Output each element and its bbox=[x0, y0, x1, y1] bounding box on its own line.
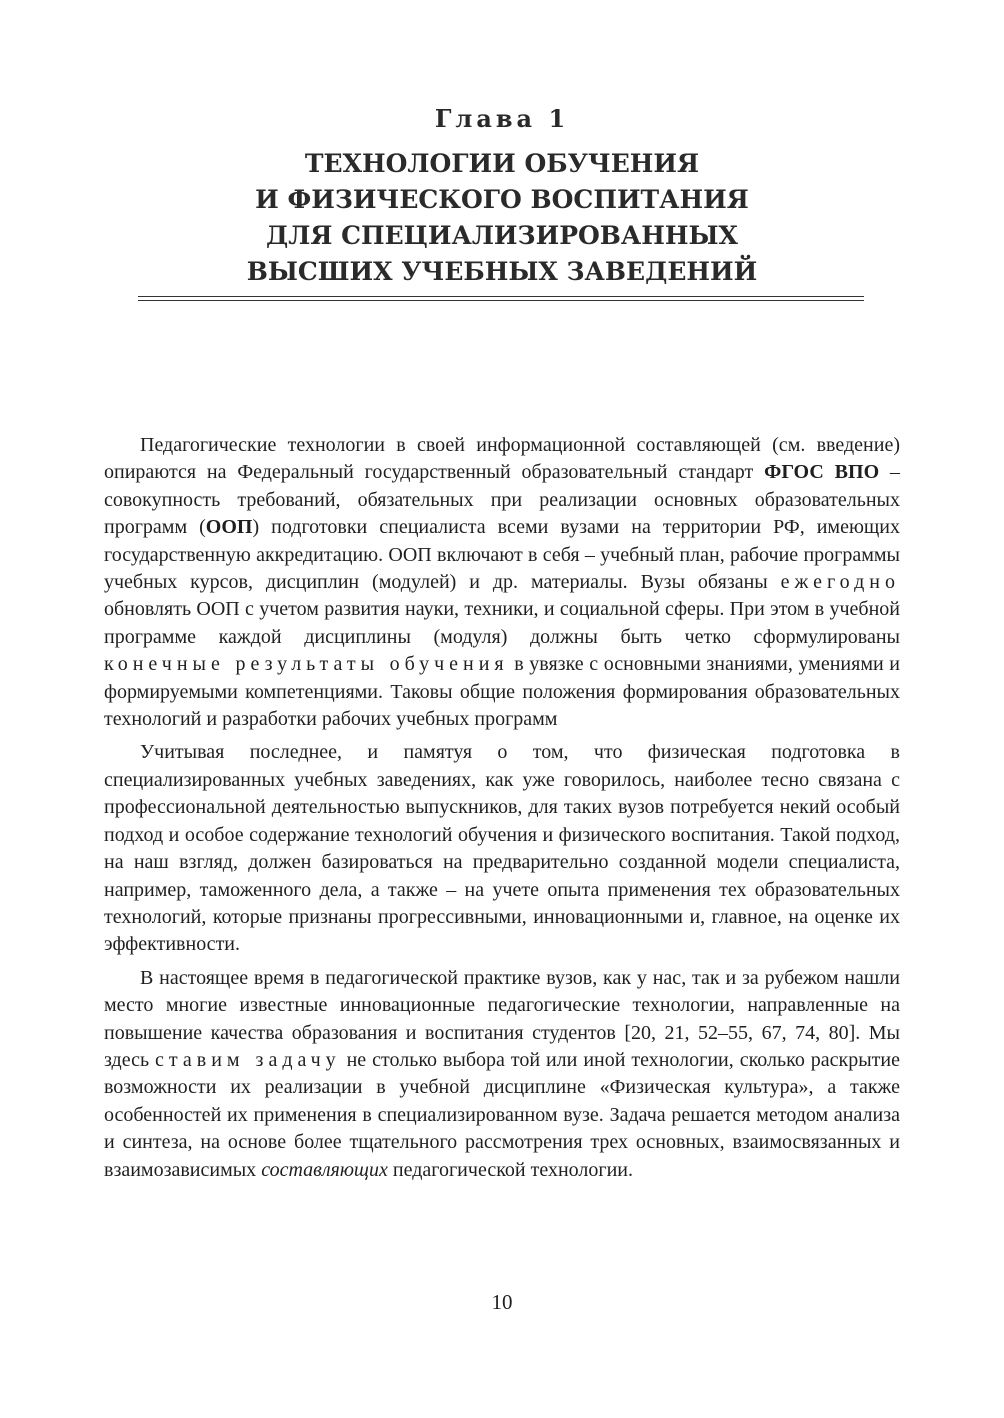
title-divider bbox=[138, 296, 864, 301]
italic-term: составляющих bbox=[261, 1158, 388, 1181]
spaced-emphasis: конечные результаты обучения bbox=[104, 653, 509, 676]
chapter-title-line: И ФИЗИЧЕСКОГО ВОСПИТАНИЯ bbox=[255, 185, 749, 214]
chapter-title-line: ДЛЯ СПЕЦИАЛИЗИРОВАННЫХ bbox=[266, 221, 738, 250]
text-run: не столько выбора той или иной технологии, сколько раскрытие возможности их реализации в учебной дисциплине «Физическая культура», а также особенностей их применения в специализированном вузе. Задача решается методом анализа и синтеза, на основе более тщательного рассмотрения трех основных, взаимосвязанных и взаимозависимых bbox=[104, 1048, 901, 1181]
chapter-title-line: ТЕХНОЛОГИИ ОБУЧЕНИЯ bbox=[304, 149, 700, 178]
text-run: В настоящее время в педагогической практике вузов, как у нас, так и за рубежом нашли место многие известные инновационные педагогические технологии, направленные на повышение качества образования и воспитания студентов [20, 21, 52–55, 67, 74, 80]. Мы здесь bbox=[104, 966, 900, 1071]
paragraph-3 bbox=[104, 965, 900, 1184]
text-run: обновлять ООП с учетом развития науки, техники, и социальной сферы. При этом в учебной программе каждой дисциплины (модуля) должны быть четко сформулированы bbox=[104, 598, 900, 648]
page-number: 10 bbox=[491, 1290, 513, 1314]
text-run: Педагогические технологии в своей информационной составляющей (см. введение) опираются на Федеральный государственный образовательный стандарт bbox=[104, 434, 900, 484]
text-run: педагогической технологии. bbox=[387, 1158, 633, 1181]
paragraph-2: Учитывая последнее, и памятуя о том, что физическая подготовка в специализированных учебных заведениях, как уже говорилось, наиболее тесно связана с профессиональной деятельностью выпускников, для таких вузов потребуется некий особый подход и особое содержание технологий обучения и физического воспитания. Такой подход, на наш взгляд, должен базироваться на предварительно созданной модели специалиста, например, таможенного дела, а также – на учете опыта применения тех образовательных технологий, которые признаны прогрессивными, инновационными и, главное, на оценке их эффективности. bbox=[104, 741, 900, 956]
bold-term-oop: ООП bbox=[205, 516, 253, 539]
chapter-title-line: ВЫСШИХ УЧЕБНЫХ ЗАВЕДЕНИЙ bbox=[246, 257, 758, 286]
spaced-emphasis: ставим задачу bbox=[155, 1048, 341, 1071]
text-run: ) подготовки специалиста всеми вузами на территории РФ, имеющих государственную аккредитацию. ООП включают в себя – учебный план, рабочие программы учебных курсов, дисциплин (модулей) и др. материалы. Вузы обязаны bbox=[104, 516, 900, 594]
paragraph-1 bbox=[104, 432, 900, 733]
text-run: – совокупность требований, обязательных при реализации основных образовательных программ ( bbox=[104, 461, 900, 539]
bold-term-fgos: ФГОС ВПО bbox=[764, 461, 880, 484]
chapter-label: Глава 1 bbox=[434, 104, 570, 133]
spaced-emphasis: ежегодно bbox=[780, 571, 900, 594]
chapter-title bbox=[0, 146, 1004, 290]
body-text bbox=[104, 432, 900, 1190]
text-run: в увязке с основными знаниями, умениями и формируемыми компетенциями. Таковы общие положения формирования образовательных технологий и разработки рабочих учебных программ bbox=[104, 653, 900, 731]
